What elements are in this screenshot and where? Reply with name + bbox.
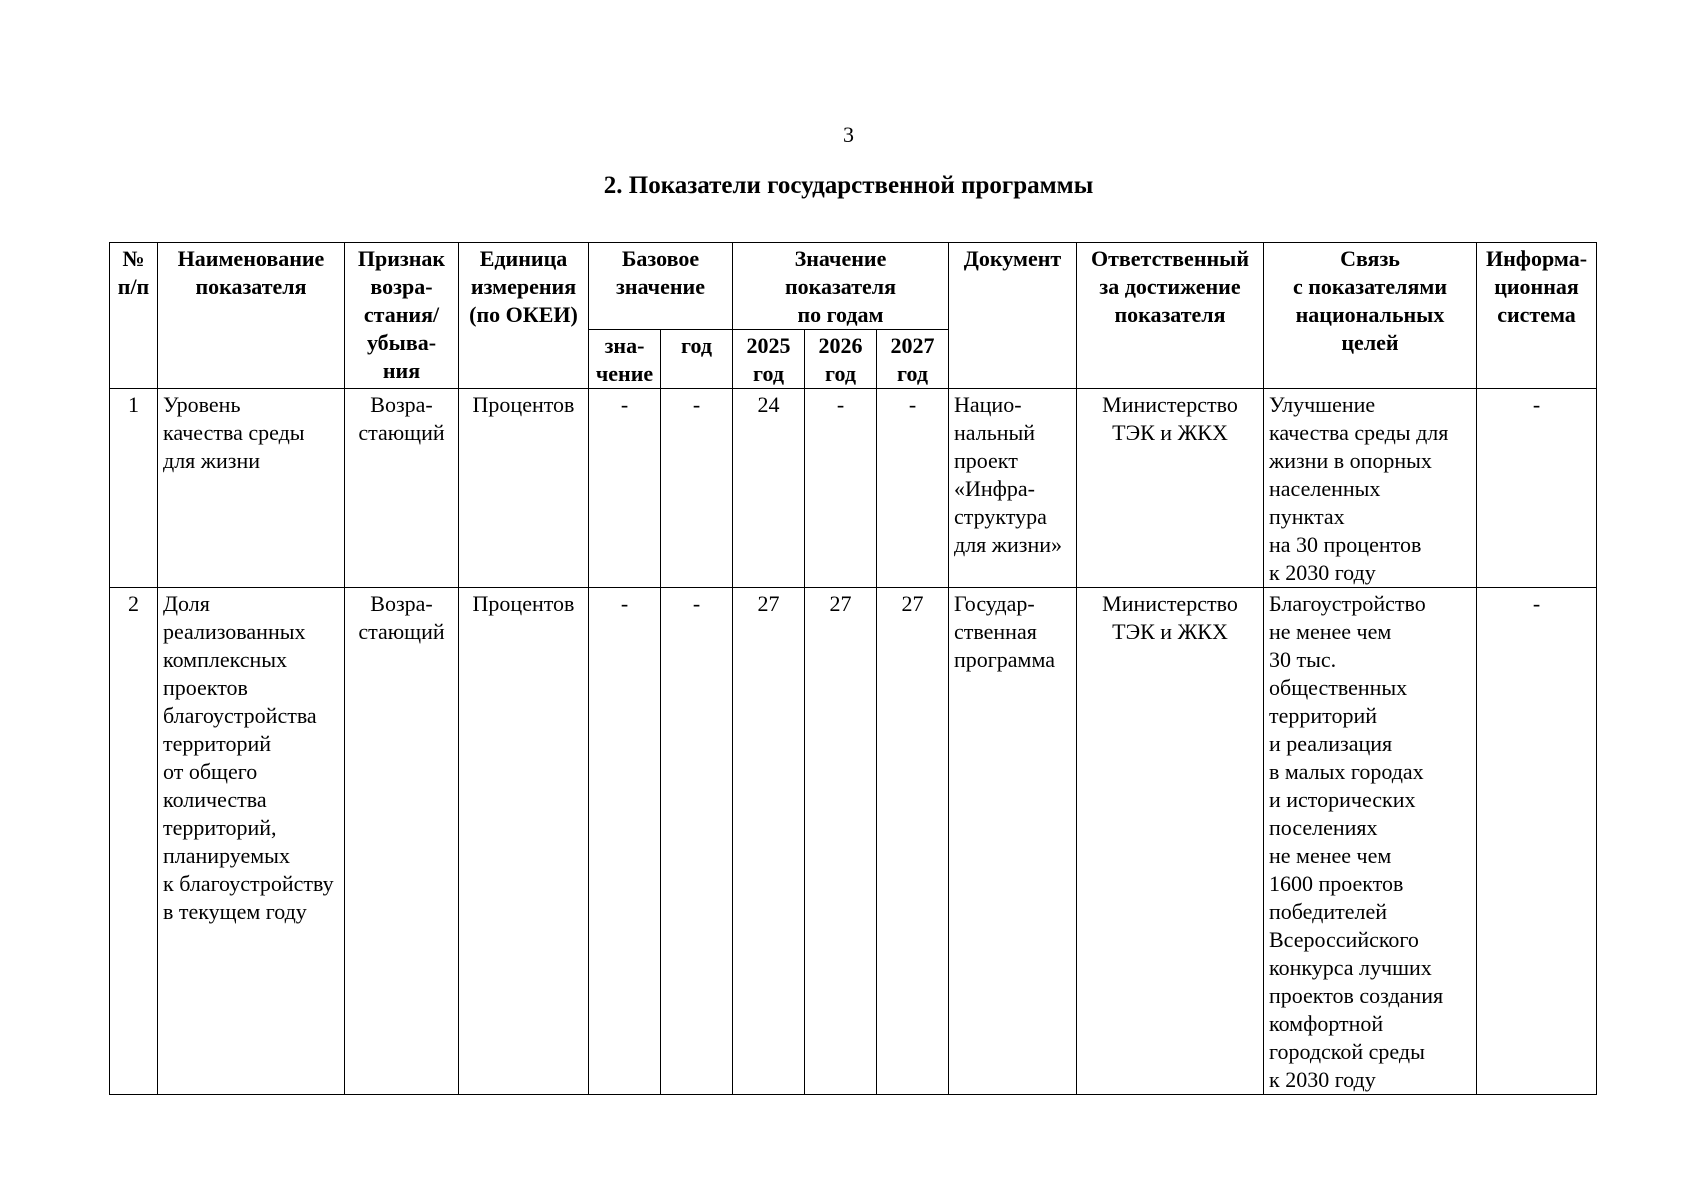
cell-unit: Процентов <box>459 588 589 1095</box>
header-info-system: Информа- ционная система <box>1477 243 1597 389</box>
header-num: № п/п <box>110 243 158 389</box>
cell-responsible: Министерство ТЭК и ЖКХ <box>1077 389 1264 588</box>
table-header <box>110 243 1597 389</box>
cell-info-system: - <box>1477 588 1597 1095</box>
header-year-2027: 2027 год <box>877 330 949 389</box>
header-responsible: Ответственный за достижение показателя <box>1077 243 1264 389</box>
indicators-table <box>109 242 1597 1095</box>
cell-name: Доля реализованных комплексных проектов благоустройства территорий от общего количества территорий, планируемых к благоустройству в текущем году <box>158 588 345 1095</box>
cell-link: Улучшение качества среды для жизни в опорных населенных пунктах на 30 процентов к 2030 году <box>1264 389 1477 588</box>
header-values-by-year: Значение показателя по годам <box>733 243 949 330</box>
cell-link: Благоустройство не менее чем 30 тыс. общественных территорий и реализация в малых городах и исторических поселениях не менее чем 1600 проектов победителей Всероссийского конкурса лучших проектов создания комфортной городской среды к 2030 году <box>1264 588 1477 1095</box>
cell-document: Государ- ственная программа <box>949 588 1077 1095</box>
cell-base-year: - <box>661 588 733 1095</box>
cell-base-year: - <box>661 389 733 588</box>
cell-num: 1 <box>110 389 158 588</box>
cell-base-value: - <box>589 389 661 588</box>
cell-num: 2 <box>110 588 158 1095</box>
header-unit: Единица измерения (по ОКЕИ) <box>459 243 589 389</box>
cell-base-value: - <box>589 588 661 1095</box>
page-number: 3 <box>843 122 854 147</box>
page-title: 2. Показатели государственной программы <box>603 172 1094 199</box>
cell-info-system: - <box>1477 389 1597 588</box>
header-document: Документ <box>949 243 1077 389</box>
cell-value-2025: 24 <box>733 389 805 588</box>
cell-document: Нацио- нальный проект «Инфра- структура для жизни» <box>949 389 1077 588</box>
header-name: Наименование показателя <box>158 243 345 389</box>
cell-value-2026: - <box>805 389 877 588</box>
cell-value-2025: 27 <box>733 588 805 1095</box>
cell-trend: Возра- стающий <box>345 588 459 1095</box>
table-row <box>110 588 1597 1095</box>
header-year-2025: 2025 год <box>733 330 805 389</box>
cell-value-2026: 27 <box>805 588 877 1095</box>
cell-responsible: Министерство ТЭК и ЖКХ <box>1077 588 1264 1095</box>
header-year-2026: 2026 год <box>805 330 877 389</box>
cell-name: Уровень качества среды для жизни <box>158 389 345 588</box>
header-trend: Признак возра- стания/ убыва- ния <box>345 243 459 389</box>
cell-unit: Процентов <box>459 389 589 588</box>
cell-value-2027: - <box>877 389 949 588</box>
header-base: Базовое значение <box>589 243 733 330</box>
cell-trend: Возра- стающий <box>345 389 459 588</box>
cell-value-2027: 27 <box>877 588 949 1095</box>
header-link: Связь с показателями национальных целей <box>1264 243 1477 389</box>
header-base-value: зна- чение <box>589 330 661 389</box>
table-row <box>110 389 1597 588</box>
header-base-year: год <box>661 330 733 389</box>
